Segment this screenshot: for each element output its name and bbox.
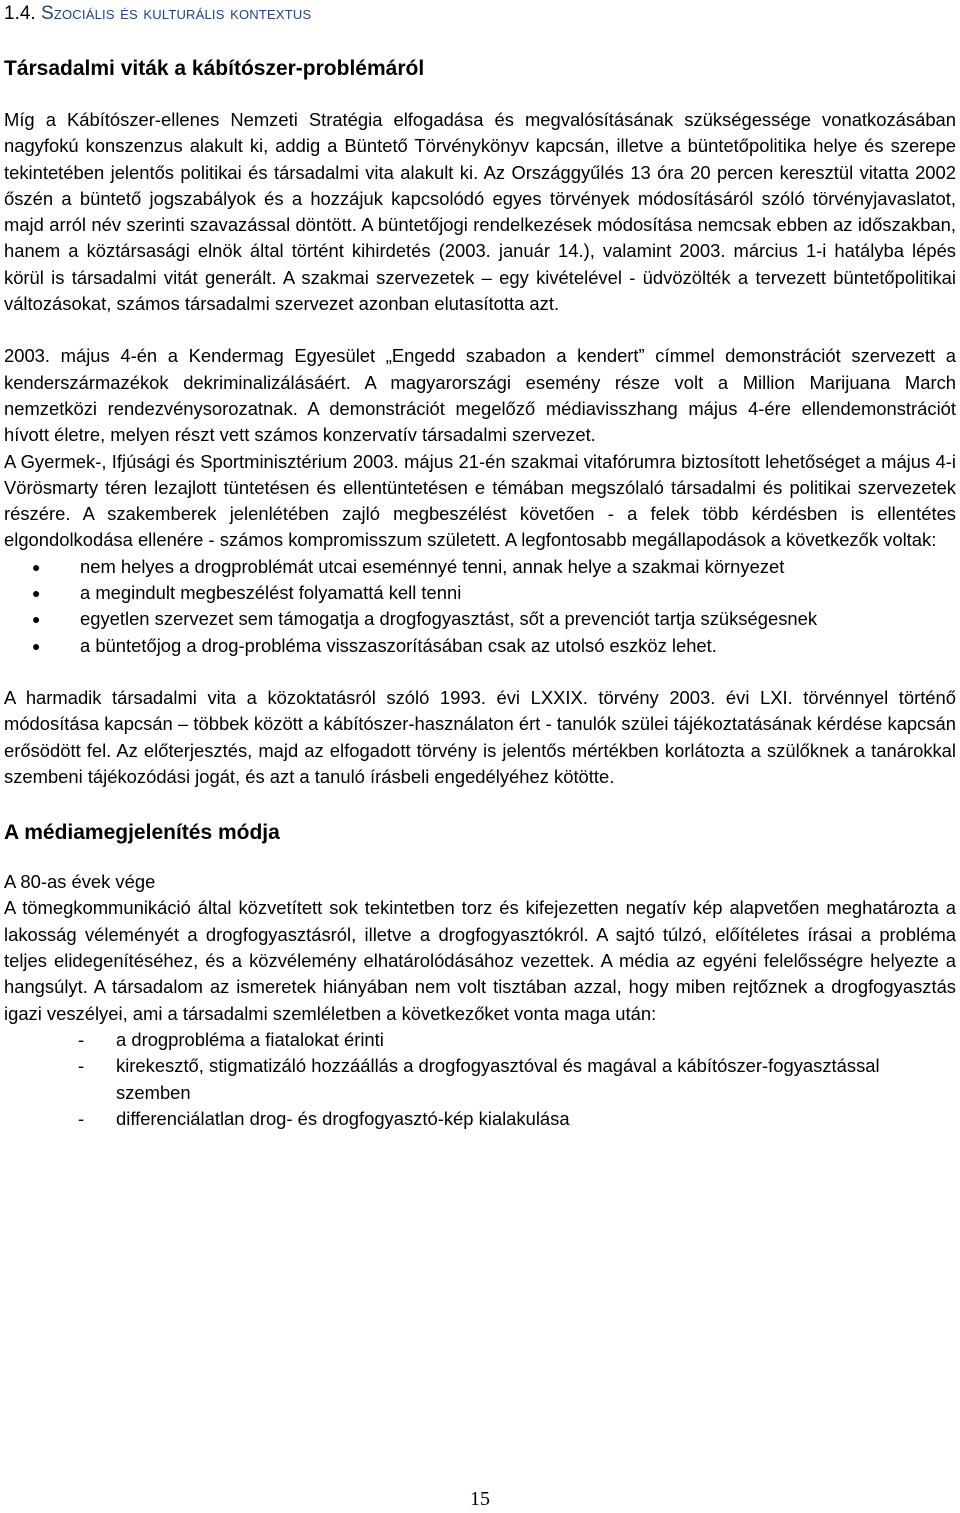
heading-tarsadalmi-vitak: Társadalmi viták a kábítószer-problémáról <box>4 57 425 80</box>
section-number: 1.4. <box>4 3 36 24</box>
list-item: ● a megindult megbeszélést folyamattá kell tenni <box>4 580 956 606</box>
list-item: - kirekesztő, stigmatizáló hozzáállás a drogfogyasztóval és magával a kábítószer-fogyasztással szemben <box>78 1055 880 1103</box>
dash-icon: - <box>78 1107 85 1129</box>
section-title: Szociális és kulturális kontextus <box>40 3 312 24</box>
heading-mediamegjelenites: A médiamegjelenítés módja <box>4 821 280 845</box>
paragraph-kozoktatas: A harmadik társadalmi vita a közoktatásról szóló 1993. évi LXXIX. törvény 2003. évi LXI. törvénnyel történő módosítása kapcsán – többek között a kábítószer-használaton ért - tanulók szülei tájékoztatásának kérdése kapcsán erősödött fel. Az előterjesztés, majd az elfogadott törvény is jelentős mértékben korlátozta a szülőknek a tanárokkal szembeni tájékozódási jogát, és azt a tanuló írásbeli engedélyéhez kötötte. <box>4 686 956 787</box>
bullet-icon: ● <box>32 558 41 575</box>
consequence-list <box>4 1027 956 1132</box>
paragraph-btk-vita: Míg a Kábítószer-ellenes Nemzeti Stratégia elfogadása és megvalósításának szükségessége vonatkozásában nagyfokú konszenzus alakult ki, addig a Büntető Törvénykönyv kapcsán, illetve a büntetőpolitika helye és szerepe tekintetében jelentős politikai és társadalmi vita alakult ki. Az Országgyűlés 13 óra 20 percen keresztül vitatta 2002 őszén a büntető jogszabályok és a hozzájuk kapcsolódó egyes törvények módosításáról szóló törvényjavaslatot, majd arról név szerinti szavazással döntött. A büntetőjogi rendelkezések módosítása nemcsak ebben az időszakban, hanem a köztársasági elnök által történt kihirdetés (2003. január 14.), valamint 2003. március 1-i hatályba lépés körül is társadalmi vitát generált. A szakmai szervezetek – egy kivételével - üdvözölték a tervezett büntetőpolitikai változásokat, számos társadalmi szervezet azonban elutasította azt. <box>4 109 956 315</box>
page-number: 15 <box>470 1488 490 1510</box>
document-page <box>4 0 956 1132</box>
bullet-icon: ● <box>32 585 41 602</box>
bullet-icon: ● <box>32 611 41 628</box>
dash-icon: - <box>78 1055 85 1077</box>
list-item: ● a büntetőjog a drog-probléma visszaszorításában csak az utolsó eszköz lehet. <box>4 633 956 659</box>
bullet-icon: ● <box>32 637 41 654</box>
list-item: - differenciálatlan drog- és drogfogyasztó-kép kialakulása <box>4 1106 956 1132</box>
paragraph-vitaforum: A Gyermek-, Ifjúsági és Sportminisztérium 2003. május 21-én szakmai vitafórumra biztosított lehetőséget a május 4-i Vörösmarty téren lezajlott tüntetésen és ellentüntetésen e témában megszólaló társadalmi és politikai szervezetek részére. A szakemberek jelenlétében zajló megbeszélést követően - a felek több kérdésben is ellentétes elgondolkodása ellenére - számos kompromisszum született. A legfontosabb megállapodások a következők voltak: <box>4 450 956 551</box>
list-item: - a drogprobléma a fiatalokat érinti <box>4 1027 956 1053</box>
section-heading <box>4 2 956 26</box>
agreement-list <box>4 554 956 659</box>
paragraph-tomegkommunikacio: A tömegkommunikáció által közvetített sok tekintetben torz és kifejezetten negatív kép alapvetően meghatározta a lakosság véleményét a drogfogyasztásról, illetve a drogfogyasztókról. A sajtó túlzó, előítéletes írásai a probléma teljes elidegenítéséhez, és a közvélemény elhatárolódásához vezettek. A média az egyéni felelősségre helyezte a hangsúlyt. A társadalom az ismeretek hiányában nem volt tisztában azzal, hogy miben rejtőznek a drogfogyasztás igazi veszélyei, ami a társadalmi szemléletben a következőket vonta maga után: <box>4 897 956 1024</box>
list-item: ● egyetlen szervezet sem támogatja a drogfogyasztást, sőt a prevenciót tartja szükségesnek <box>4 606 956 632</box>
paragraph-kendermag: 2003. május 4-én a Kendermag Egyesület „Engedd szabadon a kendert” címmel demonstrációt szervezett a kenderszármazékok dekriminalizálásáért. A magyarországi esemény része volt a Million Marijuana March nemzetközi rendezvénysorozatnak. A demonstrációt megelőző médiavisszhang május 4-ére ellendemonstrációt hívott életre, melyen részt vett számos konzervatív társadalmi szervezet. <box>4 345 956 446</box>
list-item: ● nem helyes a drogproblémát utcai eseménnyé tenni, annak helye a szakmai környezet <box>4 554 956 580</box>
paragraph-80as-evek-title: A 80-as évek vége <box>4 871 156 893</box>
dash-icon: - <box>78 1028 85 1050</box>
